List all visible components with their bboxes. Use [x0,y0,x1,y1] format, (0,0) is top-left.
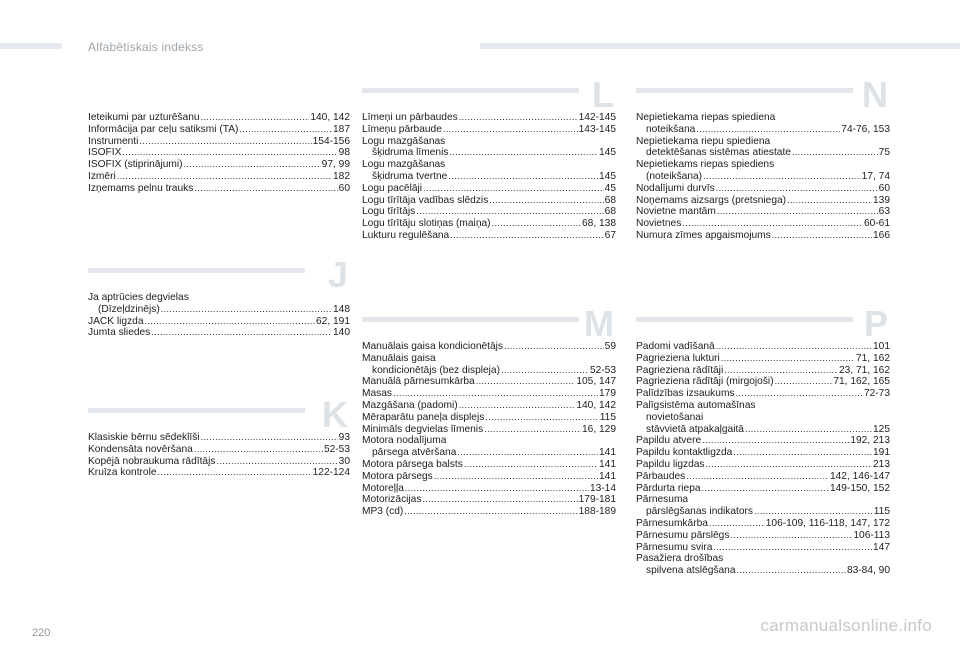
entry-page-numbers[interactable]: 191 [873,447,890,459]
entry-label: Papildu kontaktligzda [636,447,733,459]
dot-leader [201,112,310,124]
dot-leader [216,456,337,468]
entry-label: šķidruma līmenis [372,147,449,159]
header-bar-right [480,43,960,49]
index-entry[interactable] [88,444,350,456]
section-k [88,394,350,479]
entry-label: Numura zīmes apgaismojums [636,229,771,241]
entry-page-numbers[interactable]: 142, 146-147 [829,470,890,482]
index-entry[interactable] [636,388,890,400]
index-entry[interactable] [362,424,616,436]
entry-label: MP3 (cd) [362,506,404,518]
entry-label: noteikšana [646,123,696,135]
index-entry[interactable] [88,147,350,159]
dot-leader [423,183,604,195]
section-letter-p: P [863,303,888,344]
section-header-k [88,394,350,435]
dot-leader [696,124,840,136]
entry-page-numbers[interactable]: 75 [878,147,890,159]
entry-label: Padomi vadīšanā [636,341,715,352]
dot-leader [422,494,577,506]
entry-label: Motora pārsegs [362,470,433,482]
index-entry[interactable] [636,341,890,353]
index-entry[interactable] [636,518,890,530]
entry-page-numbers[interactable]: 106-113 [853,529,890,541]
dot-leader [736,565,845,577]
section-bar [88,268,305,273]
entry-label: Papildu ligzdas [636,458,705,470]
index-entry[interactable] [362,506,616,518]
index-entry[interactable] [636,471,890,483]
entry-label: Motora pārsega balsts [362,458,463,470]
dot-leader [716,341,872,353]
entry-page-numbers[interactable]: 30 [338,455,350,467]
section-i [88,112,350,195]
entry-label: pārslēgšanas indikators [646,506,754,518]
section-n [636,74,890,242]
dot-leader [158,467,312,479]
dot-leader [464,459,598,471]
dot-leader [459,400,576,412]
page-title: Alfabētiskais indekss [88,40,204,54]
entry-page-numbers[interactable]: 115 [599,411,616,423]
dot-leader [709,518,765,530]
entries-k [88,432,350,479]
section-bar [88,408,305,413]
entry-page-numbers[interactable]: 106-109, 116-118, 147, 172 [765,517,890,529]
index-entry[interactable] [636,565,890,577]
entry-label: Nodalījumi durvīs [636,182,715,194]
entry-label: Logu tīrītājs [362,206,416,218]
section-bar [362,317,579,322]
index-entry-heading: Nepietiekama riepas spiediena [636,112,776,123]
entry-page-numbers[interactable]: 148 [333,303,350,315]
entry-page-numbers[interactable]: 52-53 [323,443,350,455]
entry-label: Izmēri [88,170,116,182]
entry-page-numbers[interactable]: 140, 142 [310,112,350,123]
entry-label: Manuālais gaisa kondicionētājs [362,341,504,352]
index-entry[interactable] [636,424,890,436]
index-entry-heading: Motora nodalījuma [362,435,447,447]
entry-label: (Dīzeļdzinējs) [98,303,160,315]
entry-page-numbers[interactable]: 97, 99 [321,159,350,171]
index-entry-heading: Ja aptrūcies degvielas [88,292,189,303]
dot-leader [194,183,337,195]
index-entry[interactable] [636,530,890,542]
index-entry[interactable] [88,432,350,444]
entry-page-numbers[interactable]: 141 [599,470,616,482]
section-bar [362,88,579,93]
index-entry[interactable] [362,206,616,218]
dot-leader [716,183,878,195]
entry-page-numbers[interactable]: 145 [599,147,616,159]
dot-leader [443,124,578,136]
index-entry[interactable] [636,195,890,207]
entry-label: JACK ligzda [88,315,144,327]
entry-page-numbers[interactable]: 122-124 [312,467,350,479]
index-entry[interactable] [362,341,616,353]
entry-page-numbers[interactable]: 16, 129 [582,423,616,435]
dot-leader [449,147,598,159]
entry-label: Pārbaudes [636,470,686,482]
index-entry[interactable] [362,459,616,471]
entry-page-numbers[interactable]: 74-76, 153 [841,123,890,135]
entry-page-numbers[interactable]: 166 [873,229,890,241]
entry-label: Līmeņu pārbaude [362,123,442,135]
entry-label: Minimāls degvielas līmenis [362,423,484,435]
index-entry[interactable] [88,316,350,328]
index-entry[interactable] [362,400,616,412]
entry-page-numbers[interactable]: 59 [604,341,616,352]
index-entry[interactable] [362,483,616,495]
entry-page-numbers[interactable]: 68, 138 [582,218,616,230]
index-entry[interactable] [88,171,350,183]
section-header-j [88,254,350,295]
index-entry[interactable] [362,388,616,400]
dot-leader [484,424,581,436]
entry-page-numbers[interactable]: 192, 213 [850,435,890,447]
dot-leader [448,171,598,183]
entry-label: Lukturu regulēšana [362,229,450,241]
entry-label: Mēraparātu paneļa displejs [362,411,485,423]
entry-label: Papildu atvere [636,435,702,447]
entry-page-numbers[interactable]: 179-181 [578,494,616,506]
entry-page-numbers[interactable]: 149-150, 152 [829,482,890,494]
dot-leader [730,530,852,542]
index-entry[interactable] [88,456,350,468]
index-entry[interactable] [362,112,616,124]
dot-leader [501,365,589,377]
entry-label: Ieteikumi par uzturēšanu [88,112,200,123]
entry-label: Instrumenti [88,135,139,147]
entry-label: Logu pacēlāji [362,182,423,194]
dot-leader [775,376,833,388]
entry-page-numbers[interactable]: 140, 142 [576,399,616,411]
entry-page-numbers[interactable]: 45 [604,182,616,194]
index-entry-heading: Nepietiekama riepu spiediena [636,135,771,147]
index-entry[interactable] [362,376,616,388]
page-number: 220 [32,627,51,639]
dot-leader [161,304,332,316]
index-entry[interactable] [636,483,890,495]
entry-label: Līmeņi un pārbaudes [362,112,458,123]
entry-page-numbers[interactable]: 139 [873,194,890,206]
entry-label: Kruīza kontrole [88,467,157,479]
entry-label: Pārnesumu pārslēgs [636,529,730,541]
dot-leader [733,447,872,459]
dot-leader [194,444,323,456]
entry-page-numbers[interactable]: 23, 71, 162 [839,364,890,376]
index-entry[interactable] [636,230,890,242]
entry-label: Logu tīrītāja vadības slēdzis [362,194,489,206]
dot-leader [476,376,576,388]
dot-leader [184,159,321,171]
index-entry-subheading: novietošanai [646,411,704,423]
entry-label: Informācija par ceļu satiksmi (TA) [88,123,239,135]
dot-leader [702,435,849,447]
entry-label: spilvena atslēgšana [646,565,736,577]
entry-page-numbers[interactable]: 182 [333,170,350,182]
header-bar-left [0,43,62,49]
entry-label: Jumta sliedes [88,327,151,339]
index-entry-heading: Pasažiera drošības [636,553,724,565]
index-entry[interactable] [362,494,616,506]
index-entry[interactable] [636,506,890,518]
dot-leader [686,471,829,483]
index-entry-heading: Pārnesuma [636,494,689,506]
dot-leader [459,112,578,124]
entry-page-numbers[interactable]: 52-53 [589,364,616,376]
entry-page-numbers[interactable]: 63 [878,206,890,218]
dot-leader [145,316,316,328]
entry-label: ISOFIX (stiprinājumi) [88,159,183,171]
entry-page-numbers[interactable]: 141 [599,447,616,459]
entry-label: Pārdurta riepa [636,482,701,494]
index-entry[interactable] [636,171,890,183]
section-letter-m: M [584,303,614,344]
dot-leader [489,195,603,207]
dot-leader [117,171,332,183]
dot-leader [404,506,577,518]
dot-leader [492,218,581,230]
index-entry[interactable] [636,542,890,554]
dot-leader [201,432,338,444]
entry-label: detektēšanas sistēmas atiestate [646,147,791,159]
dot-leader [702,483,829,495]
section-m [362,303,616,518]
dot-leader [416,206,603,218]
dot-leader [754,506,873,518]
section-l [362,74,616,242]
entry-label: Izņemams pelnu trauks [88,182,194,194]
entry-page-numbers[interactable]: 62, 191 [316,315,350,327]
index-entry[interactable] [636,435,890,447]
dot-leader [787,195,872,207]
entry-label: Motorizācijas [362,494,422,506]
entry-page-numbers[interactable]: 68 [604,194,616,206]
index-entry[interactable] [88,136,350,148]
index-entry[interactable] [88,159,350,171]
entry-label: šķidruma tvertne [372,170,448,182]
entry-page-numbers[interactable]: 125 [873,423,890,435]
dot-leader [745,424,872,436]
entry-label: ISOFIX [88,147,122,159]
entry-page-numbers[interactable]: 71, 162, 165 [833,376,890,388]
index-entry[interactable] [636,365,890,377]
entry-label: stāvvietā atpakaļgaitā [646,423,744,435]
dot-leader [139,136,311,148]
entry-label: kondicionētājs (bez displeja) [372,364,500,376]
index-entry[interactable] [362,147,616,159]
index-entry-heading: Manuālais gaisa [362,352,436,364]
entry-label: Pārnesumkārba [636,517,708,529]
entry-page-numbers[interactable]: 71, 162 [856,352,890,364]
index-entry-heading: Logu mazgāšanas [362,135,446,147]
entry-page-numbers[interactable]: 143-145 [578,123,616,135]
entry-page-numbers[interactable]: 13-14 [589,482,616,494]
section-header-n [636,74,890,115]
entry-page-numbers[interactable]: 147 [873,541,890,553]
entry-label: Kopējā nobraukuma rādītājs [88,455,216,467]
dot-leader [772,230,872,242]
entry-page-numbers[interactable]: 67 [604,229,616,241]
entry-page-numbers[interactable]: 98 [338,147,350,159]
dot-leader [239,124,332,136]
section-header-l [362,74,616,115]
dot-leader [485,412,598,424]
entry-label: Manuālā pārnesumkārba [362,376,475,388]
entry-page-numbers[interactable]: 17, 74 [861,170,890,182]
dot-leader [736,388,863,400]
entry-label: Mazgāšana (padomi) [362,399,458,411]
dot-leader [405,483,589,495]
entry-page-numbers[interactable]: 60-61 [863,218,890,230]
entries-j [88,292,350,339]
entry-page-numbers[interactable]: 83-84, 90 [846,565,890,577]
dot-leader [151,327,332,339]
section-p [636,303,890,577]
entry-label: (noteikšana) [646,170,703,182]
entry-page-numbers[interactable]: 60 [878,182,890,194]
dot-leader [434,471,598,483]
dot-leader [706,459,872,471]
entry-page-numbers[interactable]: 68 [604,206,616,218]
index-entry-heading: Logu mazgāšanas [362,159,446,171]
section-header-p [636,303,890,344]
index-entry-heading: Palīgsistēma automašīnas [636,399,756,411]
index-entry[interactable] [636,206,890,218]
index-entry[interactable] [362,195,616,207]
section-letter-l: L [592,74,614,115]
index-entry[interactable] [636,447,890,459]
index-entry[interactable] [636,183,890,195]
entry-page-numbers[interactable]: 179 [599,388,616,400]
index-entry[interactable] [636,376,890,388]
index-entry[interactable] [88,304,350,316]
dot-leader [703,171,861,183]
index-entry[interactable] [636,147,890,159]
index-entry[interactable] [636,353,890,365]
entries-n [636,112,890,242]
entry-page-numbers[interactable]: 115 [873,506,890,518]
entries-m [362,341,616,518]
entry-label: Palīdzības izsaukums [636,388,735,400]
section-letter-k: K [322,394,348,435]
index-entry[interactable] [362,412,616,424]
entry-label: Kondensāta novēršana [88,443,193,455]
entry-label: Motoreļļa [362,482,404,494]
index-entry[interactable] [636,459,890,471]
entries-l [362,112,616,242]
dot-leader [713,542,872,554]
index-entry[interactable] [88,467,350,479]
section-header-m [362,303,616,344]
index-entry[interactable] [362,447,616,459]
section-j [88,254,350,339]
index-entry[interactable] [88,327,350,339]
index-entry[interactable] [362,124,616,136]
dot-leader [122,147,337,159]
index-entry-heading: Nepietiekams riepas spiediens [636,159,775,171]
index-entry[interactable] [88,124,350,136]
entries-p [636,341,890,577]
dot-leader [792,147,878,159]
entry-page-numbers[interactable]: 60 [338,182,350,194]
dot-leader [393,388,598,400]
index-entry[interactable] [362,171,616,183]
entry-label: Pagrieziena rādītāji [636,364,724,376]
index-entry[interactable] [362,471,616,483]
dot-leader [682,218,863,230]
entry-label: Pārnesumu svira [636,541,713,553]
index-entry[interactable] [362,183,616,195]
entry-label: Novietne mantām [636,206,716,218]
entry-page-numbers[interactable]: 188-189 [578,506,616,518]
entry-label: Klasiskie bērnu sēdeklīši [88,432,200,443]
section-bar [636,88,853,93]
entry-page-numbers[interactable]: 141 [599,458,616,470]
dot-leader [457,447,598,459]
dot-leader [721,353,855,365]
watermark: carmanualsonline.info [760,616,932,635]
dot-leader [450,230,603,242]
entry-page-numbers[interactable]: 142-145 [578,112,616,123]
entry-label: Logu tīrītāju slotiņas (maiņa) [362,218,491,230]
entry-page-numbers[interactable]: 93 [338,432,350,443]
entry-label: Novietnes [636,218,682,230]
entry-label: Noņemams aizsargs (pretsniega) [636,194,787,206]
entry-label: Masas [362,388,393,400]
dot-leader [724,365,838,377]
entry-page-numbers[interactable]: 140 [333,327,350,339]
entry-page-numbers[interactable]: 101 [873,341,890,352]
entry-page-numbers[interactable]: 154-156 [312,135,350,147]
dot-leader [717,206,878,218]
entry-page-numbers[interactable]: 145 [599,170,616,182]
section-bar [636,317,853,322]
index-entry[interactable] [362,365,616,377]
entry-page-numbers[interactable]: 105, 147 [576,376,616,388]
index-entry[interactable] [88,183,350,195]
index-entry[interactable] [636,124,890,136]
entries-i [88,112,350,195]
index-entry[interactable] [362,218,616,230]
section-letter-j: J [327,254,348,295]
index-entry[interactable] [362,230,616,242]
entry-page-numbers[interactable]: 72-73 [863,388,890,400]
index-entry[interactable] [636,218,890,230]
entry-label: pārsega atvēršana [372,447,457,459]
entry-page-numbers[interactable]: 187 [333,123,350,135]
entry-page-numbers[interactable]: 213 [873,458,890,470]
entry-label: Pagrieziena rādītāji (mirgojoši) [636,376,774,388]
section-letter-n: N [862,74,888,115]
entry-label: Pagrieziena lukturi [636,352,720,364]
index-entry[interactable] [88,112,350,124]
